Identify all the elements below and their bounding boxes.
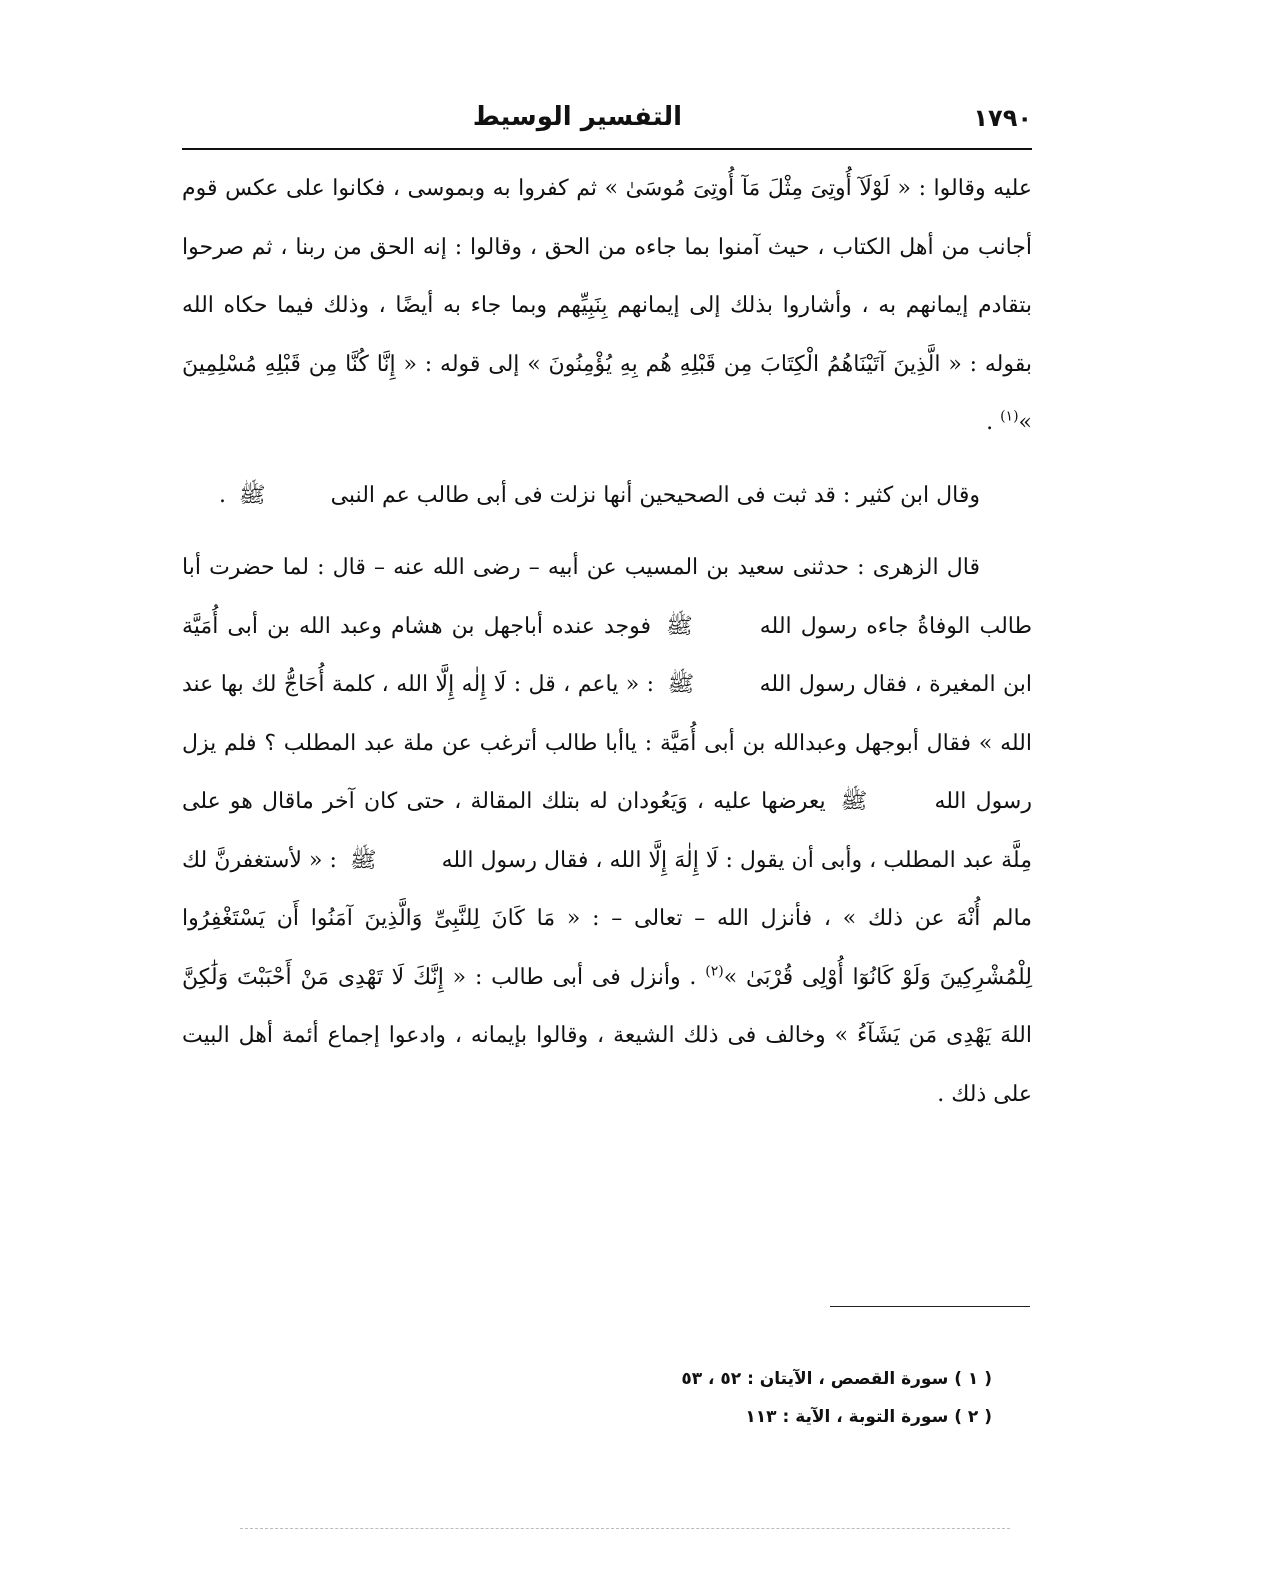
paragraph-3-text-c: : « ياعم ، قل : لَا إِلٰه إِلَّا الله ، كلمة أُحَاجُّ لك بها عند الله » فقال أبوجهل وعبدالله بن أبى أُمَيَّة : ياأبا طالب أترغب عن ملة عبد المطلب ؟ فلم يزل رسول الله <box>182 672 1032 814</box>
paragraph-3 <box>182 539 1032 1124</box>
page-number: ١٧٩٠ <box>973 104 1032 132</box>
footnote-separator <box>830 1306 1030 1307</box>
paragraph-3-text-a: قال الزهرى : حدثنى سعيد بن المسيب عن أبيه – رضى الله عنه – قال : لما حضرت أبا طالب الوفاةُ جاءه رسول الله <box>182 555 1032 639</box>
paragraph-3-text-d: يعرضها عليه ، وَيَعُودان له بتلك المقالة ، حتى كان آخر ماقال هو على مِلَّة عبد المطلب ، وأبى أن يقول : لَا إِلٰهَ إِلَّا الله ، فقال رسول الله <box>182 789 1032 873</box>
footnotes <box>582 1360 992 1436</box>
saw-honorific-icon: ﷺ <box>666 613 693 639</box>
paragraph-2-end: . <box>219 482 233 508</box>
saw-honorific-icon: ﷺ <box>239 482 266 508</box>
paragraph-3-text-f: . وأنزل فى أبى طالب : « إِنَّكَ لَا تَهْدِى مَنْ أَحْبَبْتَ وَلَٰكِنَّ اللهَ يَهْدِى مَن يَشَآءُ » وخالف فى ذلك الشيعة ، وقالوا بإيمانه ، وادعوا إجماع أئمة أهل البيت على ذلك . <box>182 964 1032 1107</box>
footnote-2: ( ٢ ) سورة التوبة ، الآية : ١١٣ <box>745 1407 992 1427</box>
header-rule <box>182 148 1032 150</box>
footnote-ref-2: (٢) <box>705 963 724 980</box>
saw-honorific-icon: ﷺ <box>349 847 377 873</box>
running-title: التفسير الوسيط <box>472 102 682 132</box>
paragraph-3-text-b: فوجد عنده أباجهل بن هشام وعبد الله بن أبى أُمَيَّة ابن المغيرة ، فقال رسول الله <box>182 613 1033 697</box>
paragraph-1-text: عليه وقالوا : « لَوْلَآ أُوتِىَ مِثْلَ مَآ أُوتِىَ مُوسَىٰ » ثم كفروا به وبموسى ، فكانوا على عكس قوم أجانب من أهل الكتاب ، حيث آمنوا بما جاءه من الحق ، وقالوا : إنه الحق من ربنا ، ثم صرحوا بتقادم إيمانهم به ، وأشاروا بذلك إلى إيمانهم بِنَبِيِّهم وبما جاء به أيضًا ، وذلك فيما حكاه الله بقوله : « الَّذِينَ آتَيْنَاهُمُ الْكِتَابَ مِن قَبْلِهِ هُم بِهِ يُؤْمِنُونَ » إلى قوله : « إِنَّا كُنَّا مِن قَبْلِهِ مُسْلِمِينَ » <box>182 176 1032 435</box>
paragraph-1 <box>182 160 1032 453</box>
paragraph-1-end: . <box>986 410 1001 435</box>
paragraph-3-text-e: : « لأستغفرنَّ لك مالم أُنْهَ عن ذلك » ، فأنزل الله – تعالى – : « مَا كَانَ لِلنَّبِىِّ وَالَّذِينَ آمَنُوا أَن يَسْتَغْفِرُوا لِلْمُشْرِكِينَ وَلَوْ كَانُوٓا أُوْلِى قُرْبَىٰ » <box>182 847 1033 990</box>
footnote-ref-1: (١) <box>1000 408 1019 425</box>
saw-honorific-icon: ﷺ <box>840 789 868 814</box>
page-header <box>182 98 1032 142</box>
paragraph-2 <box>182 467 1032 526</box>
scan-edge-line <box>240 1528 1010 1529</box>
paragraph-2-text: وقال ابن كثير : قد ثبت فى الصحيحين أنها نزلت فى أبى طالب عم النبى <box>330 482 980 508</box>
saw-honorific-icon: ﷺ <box>667 672 695 697</box>
body-text <box>182 160 1032 1124</box>
footnote-1: ( ١ ) سورة القصص ، الآيتان : ٥٢ ، ٥٣ <box>681 1369 992 1389</box>
